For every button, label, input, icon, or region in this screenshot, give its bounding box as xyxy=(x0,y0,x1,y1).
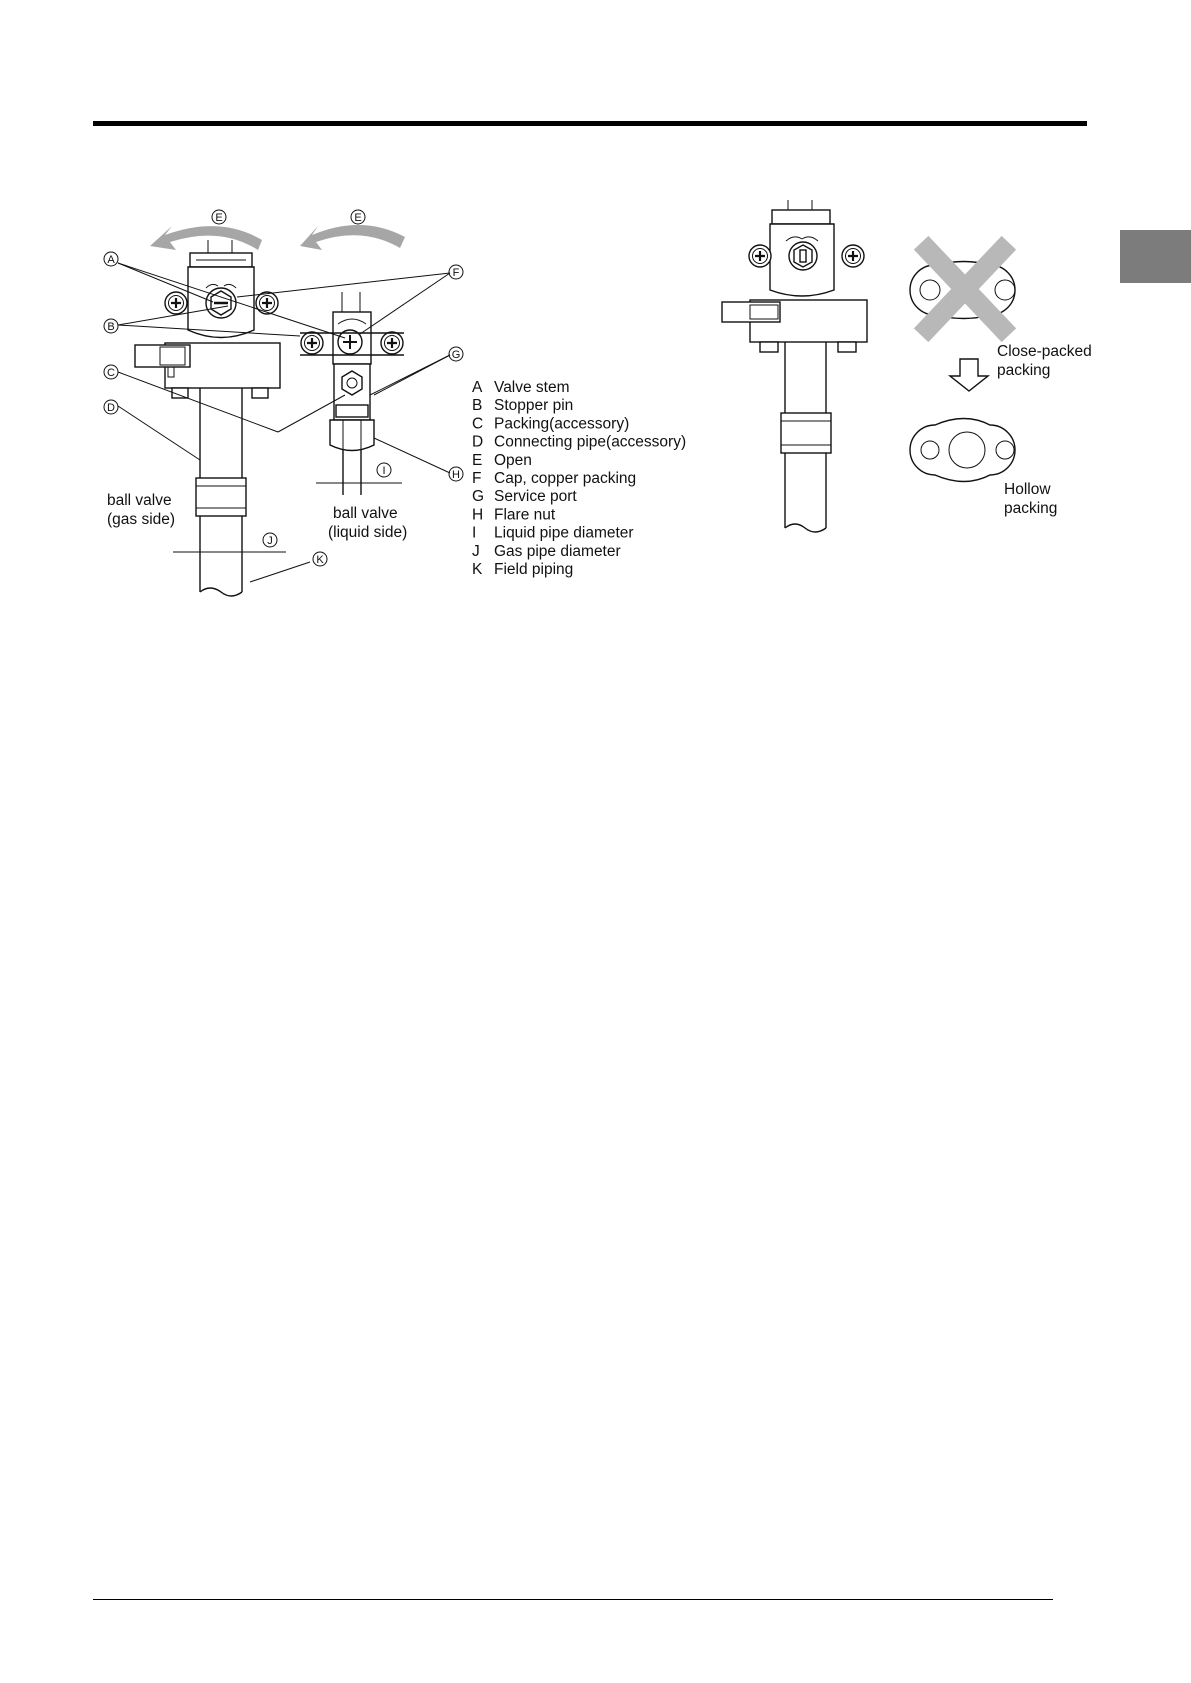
legend-key-g: G xyxy=(472,488,485,506)
legend-text-a: Valve stem xyxy=(494,379,570,396)
svg-text:C: C xyxy=(107,367,115,379)
footer-rule xyxy=(93,1599,1053,1600)
marker-J xyxy=(263,533,277,547)
hollow-gasket xyxy=(910,419,1015,482)
legend-key-k: K xyxy=(472,561,483,578)
legend-key-e: E xyxy=(472,451,483,469)
marker-H xyxy=(449,467,463,481)
svg-text:H: H xyxy=(452,469,460,481)
legend-key-h: H xyxy=(472,506,484,524)
hollow-label-line2: packing xyxy=(1004,500,1058,517)
detail-screw-right xyxy=(842,245,864,267)
legend-text-b: Stopper pin xyxy=(494,397,574,415)
legend-text-k: Field piping xyxy=(494,561,574,578)
down-arrow-icon xyxy=(950,359,988,391)
legend-key-b: B xyxy=(472,397,483,415)
svg-text:A: A xyxy=(107,254,115,266)
open-arrow-gas xyxy=(150,226,262,250)
marker-C xyxy=(104,365,118,379)
liquid-screw-left xyxy=(301,332,323,354)
liquid-caption-line1: ball valve xyxy=(333,505,398,522)
marker-I xyxy=(377,463,391,477)
marker-B xyxy=(104,319,118,333)
marker-G xyxy=(449,347,463,361)
liquid-screw-right xyxy=(381,332,403,354)
legend-key-a: A xyxy=(472,379,483,396)
gas-caption-line2: (gas side) xyxy=(107,511,176,528)
legend-text-d: Connecting pipe(accessory) xyxy=(494,433,687,451)
marker-D xyxy=(104,400,118,414)
svg-text:D: D xyxy=(107,402,115,414)
svg-text:G: G xyxy=(451,349,461,361)
marker-E1 xyxy=(212,210,226,224)
legend-text-g: Service port xyxy=(494,488,577,506)
close-packed-label-line2: packing xyxy=(997,362,1051,379)
svg-text:I: I xyxy=(382,465,386,477)
svg-text:E: E xyxy=(354,212,362,224)
packing-detail-valve xyxy=(722,200,867,532)
stopper-screw-right xyxy=(256,292,278,314)
marker-F xyxy=(449,265,463,279)
legend-text-f: Cap, copper packing xyxy=(494,470,637,487)
gas-caption-line1: ball valve xyxy=(107,492,172,509)
marker-A xyxy=(104,252,118,266)
marker-K xyxy=(313,552,327,566)
detail-screw-left xyxy=(749,245,771,267)
legend-key-j: J xyxy=(472,542,480,560)
legend xyxy=(472,379,686,578)
svg-text:B: B xyxy=(107,321,115,333)
legend-key-c: C xyxy=(472,415,484,433)
svg-text:F: F xyxy=(452,267,460,279)
legend-key-f: F xyxy=(472,470,482,487)
open-arrow-liquid xyxy=(300,225,405,250)
legend-text-j: Gas pipe diameter xyxy=(494,542,621,560)
marker-E2 xyxy=(351,210,365,224)
legend-text-e: Open xyxy=(494,451,532,469)
liquid-caption-line2: (liquid side) xyxy=(328,524,408,541)
liquid-side-valve xyxy=(300,225,405,495)
legend-text-c: Packing(accessory) xyxy=(494,415,630,433)
stopper-screw-left xyxy=(165,292,187,314)
close-packed-label-line1: Close-packed xyxy=(997,343,1092,360)
svg-text:K: K xyxy=(316,554,324,566)
legend-text-i: Liquid pipe diameter xyxy=(494,524,634,542)
hollow-label-line1: Hollow xyxy=(1004,481,1051,498)
legend-key-i: I xyxy=(472,524,477,542)
legend-text-h: Flare nut xyxy=(494,506,556,524)
svg-text:E: E xyxy=(215,212,223,224)
legend-key-d: D xyxy=(472,433,484,451)
svg-text:J: J xyxy=(267,535,273,547)
